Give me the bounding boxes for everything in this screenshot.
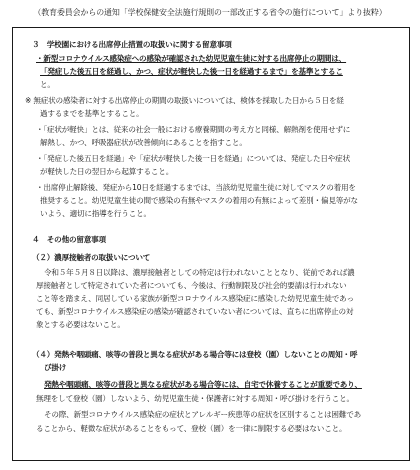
section4-sub4-line-4: ることから、軽微な症状があることをもって、登校（園）を一律に制限する必要はないこと。 <box>36 424 347 433</box>
section4-sub2-line-4: ても、新型コロナウイルス感染症の感染が確認されていない者については、直ちに出席停止の対 <box>36 307 354 316</box>
document-header: （教育委員会からの通知「学校保健安全法施行規則の一部改正する省令の施行について」より抜粋） <box>33 7 387 17</box>
section3-line-1: ・新型コロナウイルス感染症への感染が確認された幼児児童生徒に対する出席停止の期間は、 <box>36 54 347 63</box>
section3-line-11: 推奨すること。幼児児童生徒の間で感染の有無やマスクの着用の有無によって差別・偏見等がな <box>40 196 358 205</box>
section4-sub2-heading: （２）濃厚接触者の取扱いについて <box>32 253 151 262</box>
section3-line-3: と。 <box>40 80 55 89</box>
section4-sub4-heading-cont: び掛け <box>44 363 67 372</box>
section3-line-7: 解熱し、かつ、呼吸器症状が改善傾向にあることを指すこと。 <box>40 138 247 147</box>
section3-line-4: ※ 無症状の感染者に対する出席停止の期間の取扱いについては、検体を採取した日から５日を経 <box>25 96 344 105</box>
section4-heading: ４ その他の留意事項 <box>32 235 106 244</box>
section4-sub4-line-2: 無理をして登校（園）しないよう、幼児児童生徒・保護者に対する周知・呼び掛けを行うこと。 <box>36 394 354 403</box>
section3-line-2: 「発症した後五日を経過し、かつ、症状が軽快した後一日を経過するまで」を基準とするこ <box>40 67 343 76</box>
section4-sub2-line-2: 厚接触者として特定されていた者についても、今後は、行動制限及び社会的要請は行われない <box>36 281 347 290</box>
section3-line-8: ・「発症した後五日を経過」や「症状が軽快した後一日を経過」については、発症した日や症状 <box>36 154 350 163</box>
section4-sub4-line-1: 発熱や咽頭痛、咳等の普段と異なる症状がある場合等には、自宅で休養することが重要であり、 <box>44 380 362 389</box>
section4-sub4-heading: （４）発熱や咽頭痛、咳等の普段と異なる症状がある場合等には登校（園）しないことの周知・呼 <box>32 350 358 359</box>
section3-line-12: いよう、適切に指導を行うこと。 <box>40 209 151 218</box>
section4-sub4-line-3: その際、新型コロナウイルス感染症の症状とアレルギー疾患等の症状を区別することは困難であ <box>44 410 361 419</box>
section4-sub2-line-5: 象とする必要はないこと。 <box>36 320 125 329</box>
section3-line-6: ・「症状が軽快」とは、従来の社会一般における療養期間の考え方と同様、解熱剤を使用せずに <box>36 125 351 134</box>
section4-sub2-line-1: 令和５年５月８日以降は、濃厚接触者としての特定は行われないこととなり、従前であれば濃 <box>44 268 355 277</box>
section3-heading: ３ 学校園における出席停止措置の取扱いに関する留意事項 <box>32 40 232 49</box>
section4-sub2-line-3: こと等を踏まえ、同居している家族が新型コロナウイルス感染症に感染した幼児児童生徒であっ <box>36 294 354 303</box>
section3-line-10: ・出席停止解除後、発症から10日を経過するまでは、当該幼児児童生徒に対してマスクの着用を <box>36 183 356 192</box>
section3-line-9: が軽快した日の翌日から起算すること。 <box>40 167 174 176</box>
section3-line-5: 過するまでを基準とすること。 <box>40 109 144 118</box>
